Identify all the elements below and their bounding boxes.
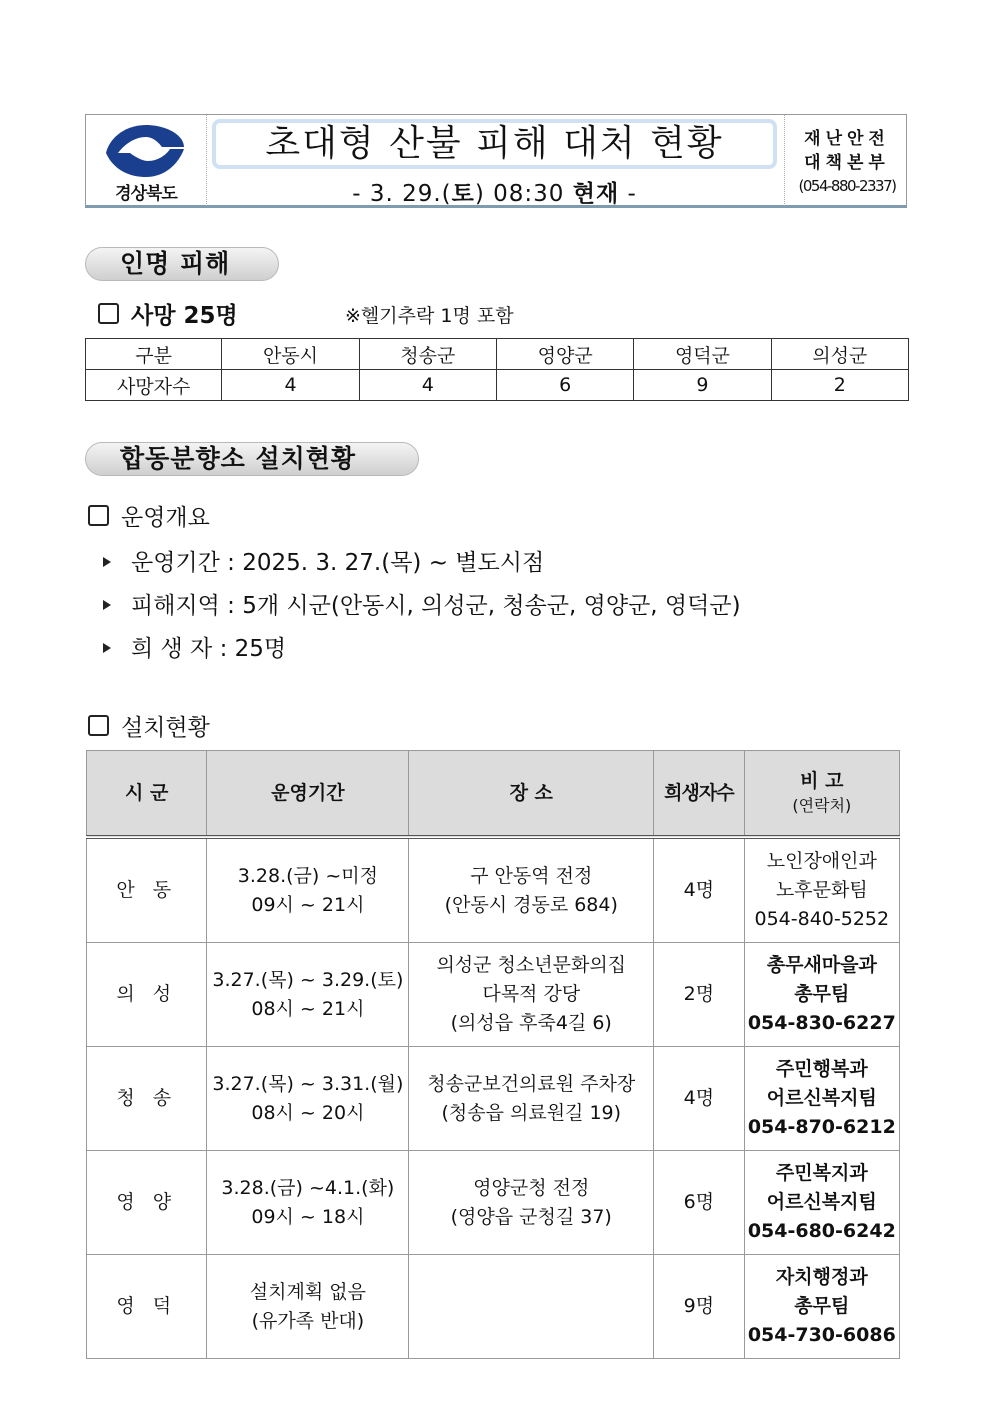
death-count-cell: 4	[222, 370, 359, 401]
triangle-bullet-icon	[103, 600, 111, 610]
organization-block	[784, 115, 907, 206]
place-cell: 청송군보건의료원 주차장 (청송읍 의료원길 19)	[409, 1047, 654, 1151]
as-of-date: - 3. 29.(토) 08:30 현재 -	[352, 181, 637, 207]
table-row	[87, 943, 900, 1047]
death-count-cell: 4	[359, 370, 496, 401]
overview-bullet: 운영기간 : 2025. 3. 27.(목) ~ 별도시점	[103, 544, 544, 577]
victims-cell: 4명	[654, 1047, 745, 1151]
table-row	[87, 1047, 900, 1151]
death-table-header: 의성군	[771, 339, 908, 370]
death-table-header: 청송군	[359, 339, 496, 370]
city-cell: 안 동	[87, 837, 207, 943]
victims-cell: 9명	[654, 1255, 745, 1359]
victims-cell: 6명	[654, 1151, 745, 1255]
period-cell: 설치계획 없음 (유가족 반대)	[207, 1255, 409, 1359]
table-row	[87, 1151, 900, 1255]
gyeongbuk-logo-icon	[104, 123, 188, 179]
death-table-header-row	[86, 339, 909, 370]
memorial-table	[86, 750, 900, 1359]
status-heading: 설치현황	[88, 709, 210, 742]
period-cell: 3.28.(금) ~미정 09시 ~ 21시	[207, 837, 409, 943]
table-row	[87, 1255, 900, 1359]
org-name-line2: 대책본부	[804, 153, 890, 173]
org-phone: (054-880-2337)	[798, 177, 896, 195]
contact-cell: 노인장애인과 노후문화팀 054-840-5252	[744, 837, 899, 943]
death-count-cell: 9	[634, 370, 771, 401]
org-name-line1: 재난안전	[804, 129, 890, 149]
victims-cell: 4명	[654, 837, 745, 943]
province-name: 경상북도	[115, 184, 177, 204]
death-table-header: 구분	[86, 339, 222, 370]
section-title-casualties: 인명 피해	[85, 247, 279, 281]
place-cell: 의성군 청소년문화의집 다목적 강당 (의성읍 후죽4길 6)	[409, 943, 654, 1047]
place-cell: 영양군청 전정 (영양읍 군청길 37)	[409, 1151, 654, 1255]
memorial-table-header-row	[87, 751, 900, 838]
header-period: 운영기간	[207, 751, 409, 838]
document-header	[85, 114, 907, 208]
header-place: 장 소	[409, 751, 654, 838]
helicopter-note: ※헬기추락 1명 포함	[345, 305, 514, 327]
period-cell: 3.27.(목) ~ 3.29.(토) 08시 ~ 21시	[207, 943, 409, 1047]
triangle-bullet-icon	[103, 643, 111, 653]
header-remark: 비 고 (연락처)	[744, 751, 899, 838]
death-table-row	[86, 370, 909, 401]
place-cell: 구 안동역 전정 (안동시 경동로 684)	[409, 837, 654, 943]
death-count-cell: 2	[771, 370, 908, 401]
city-cell: 영 덕	[87, 1255, 207, 1359]
table-row	[87, 837, 900, 943]
overview-heading: 운영개요	[88, 499, 210, 532]
death-table-header: 안동시	[222, 339, 359, 370]
death-count-cell: 6	[496, 370, 633, 401]
overview-bullet: 피해지역 : 5개 시군(안동시, 의성군, 청송군, 영양군, 영덕군)	[103, 587, 741, 620]
triangle-bullet-icon	[103, 557, 111, 567]
death-summary: 사망 25명	[98, 297, 238, 330]
province-logo-block	[86, 115, 207, 206]
header-victims: 희생자수	[654, 751, 745, 838]
city-cell: 의 성	[87, 943, 207, 1047]
checkbox-square-icon	[98, 303, 119, 324]
page-title: 초대형 산불 피해 대처 현황	[212, 119, 777, 169]
contact-cell: 자치행정과 총무팀 054-730-6086	[744, 1255, 899, 1359]
header-city: 시 군	[87, 751, 207, 838]
death-table	[85, 338, 909, 401]
victims-cell: 2명	[654, 943, 745, 1047]
death-table-row-label: 사망자수	[86, 370, 222, 401]
period-cell: 3.27.(목) ~ 3.31.(월) 08시 ~ 20시	[207, 1047, 409, 1151]
contact-cell: 주민행복과 어르신복지팀 054-870-6212	[744, 1047, 899, 1151]
death-table-header: 영덕군	[634, 339, 771, 370]
overview-bullet: 희 생 자 : 25명	[103, 630, 286, 663]
city-cell: 영 양	[87, 1151, 207, 1255]
period-cell: 3.28.(금) ~4.1.(화) 09시 ~ 18시	[207, 1151, 409, 1255]
place-cell	[409, 1255, 654, 1359]
city-cell: 청 송	[87, 1047, 207, 1151]
checkbox-square-icon	[88, 505, 109, 526]
contact-cell: 총무새마을과 총무팀 054-830-6227	[744, 943, 899, 1047]
section-title-memorial: 합동분향소 설치현황	[85, 442, 419, 476]
contact-cell: 주민복지과 어르신복지팀 054-680-6242	[744, 1151, 899, 1255]
checkbox-square-icon	[88, 715, 109, 736]
death-table-header: 영양군	[496, 339, 633, 370]
